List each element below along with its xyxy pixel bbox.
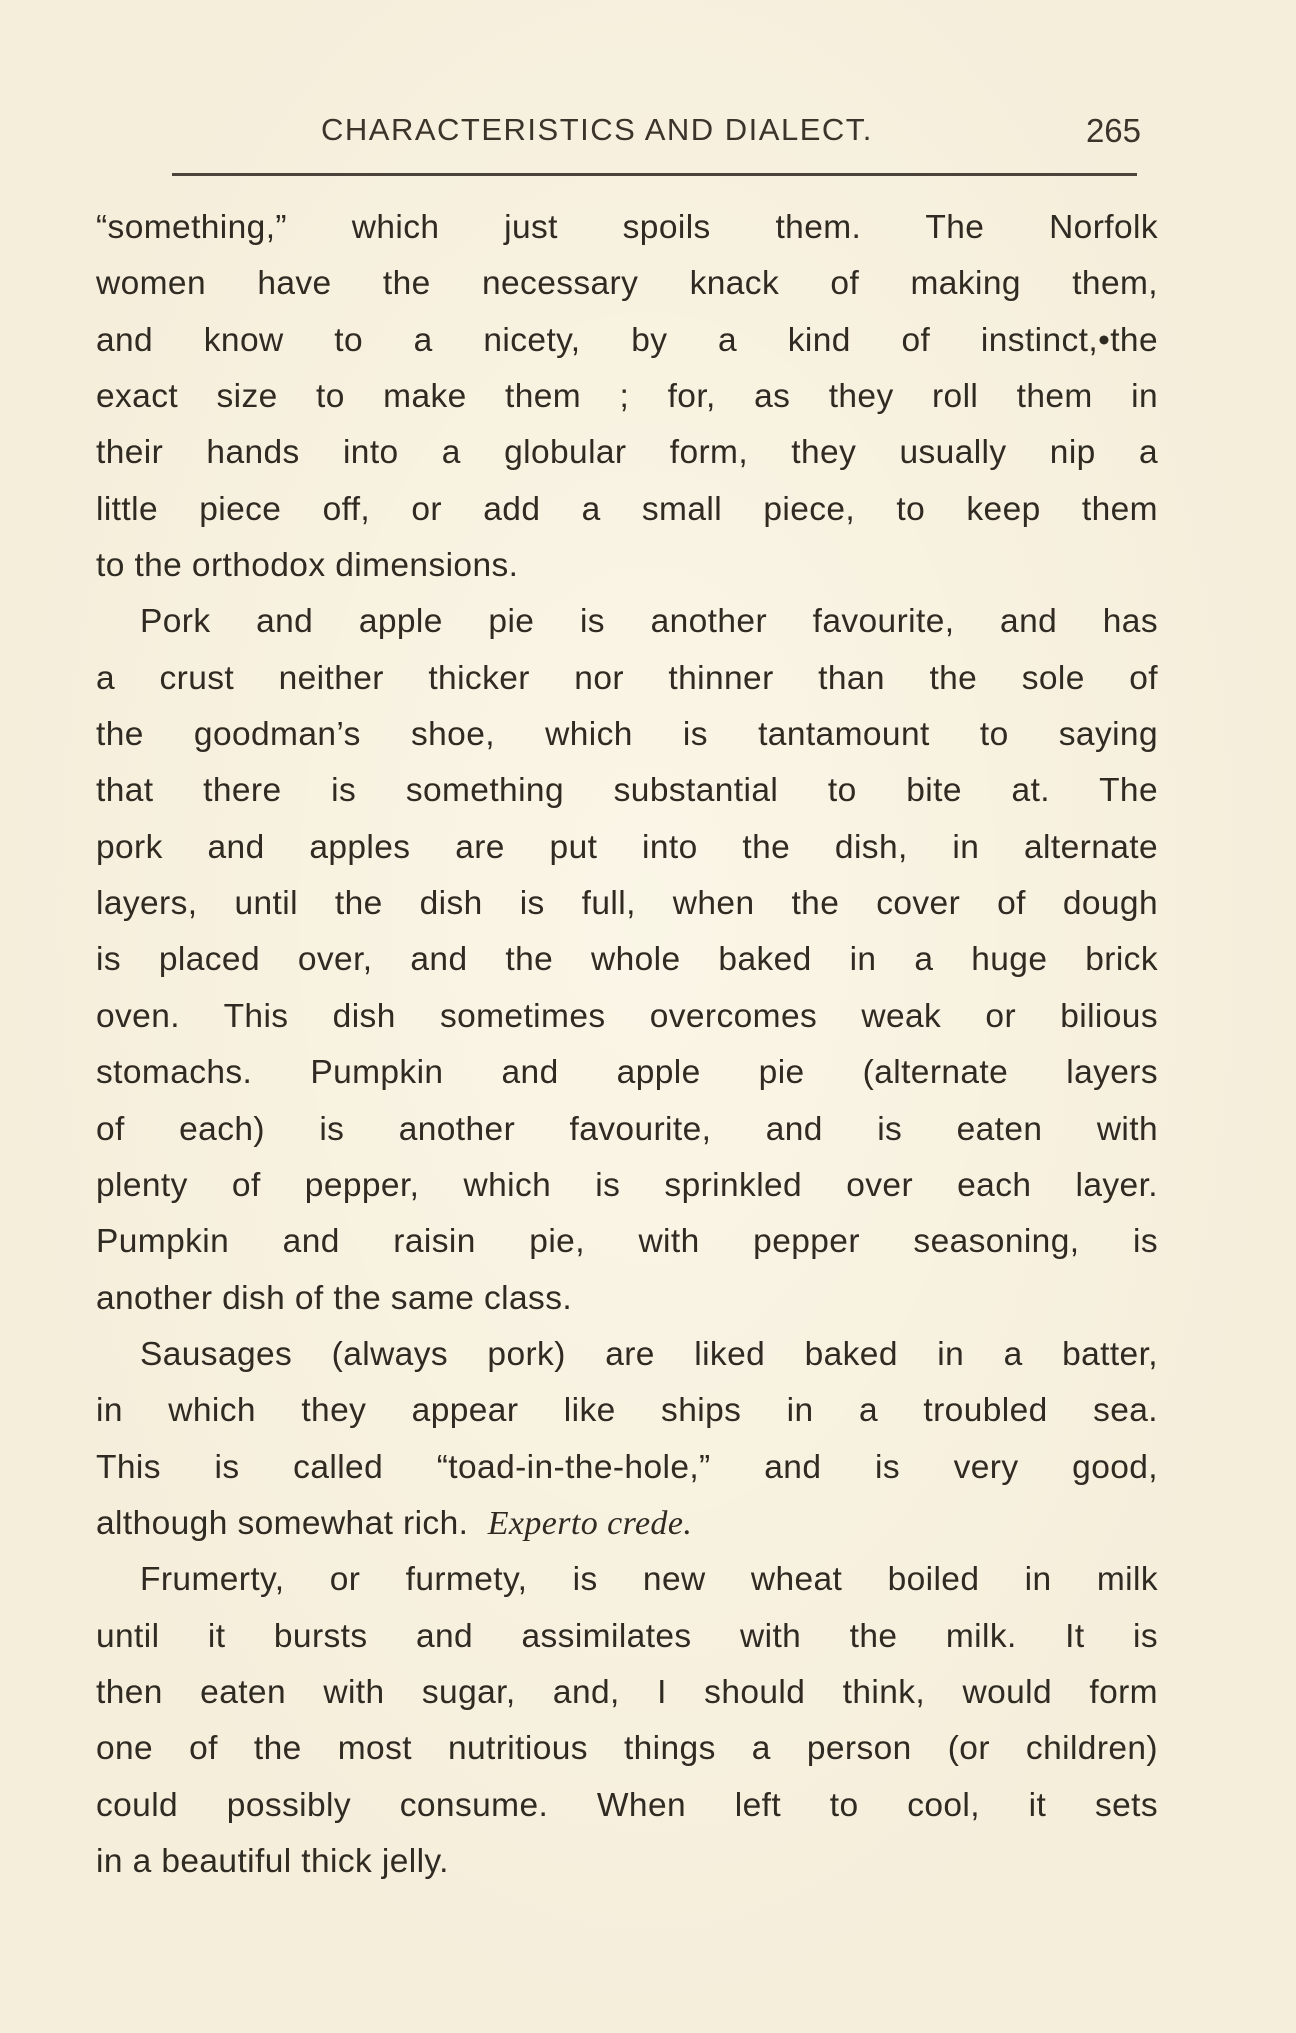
text-line: then eaten with sugar, and, I should think, would form [96, 1673, 1158, 1711]
italic-phrase: Experto crede. [487, 1504, 693, 1542]
paragraph-start-line: Pork and apple pie is another favourite, and has [140, 603, 1158, 641]
paragraph-end-line [96, 1496, 1158, 1552]
paragraph-end-line: another dish of the same class. [96, 1279, 573, 1317]
text-line: a crust neither thicker nor thinner than the sole of [96, 659, 1158, 697]
text-line: in which they appear like ships in a troubled sea. [96, 1392, 1158, 1430]
page-header [96, 112, 1141, 162]
text-line: pork and apples are put into the dish, in alternate [96, 828, 1158, 866]
paragraph-end-line: in a beautiful thick jelly. [96, 1842, 449, 1880]
text-line: of each) is another favourite, and is eaten with [96, 1110, 1158, 1148]
running-head: CHARACTERISTICS AND DIALECT. [321, 112, 873, 147]
text-line: Pumpkin and raisin pie, with pepper seasoning, is [96, 1223, 1158, 1261]
text-line: little piece off, or add a small piece, to keep them [96, 490, 1158, 528]
text-line: oven. This dish sometimes overcomes weak or bilious [96, 997, 1158, 1035]
text-line: women have the necessary knack of making them, [96, 265, 1158, 303]
paragraph-start-line: Sausages (always pork) are liked baked in a batter, [140, 1335, 1158, 1373]
text-line: the goodman’s shoe, which is tantamount to saying [96, 716, 1158, 754]
text-fragment: although somewhat rich. [96, 1504, 469, 1542]
body-text [96, 200, 1158, 1890]
header-rule [172, 173, 1137, 176]
text-line: layers, until the dish is full, when the cover of dough [96, 885, 1158, 923]
text-line: This is called “toad-in-the-hole,” and is very good, [96, 1448, 1158, 1486]
text-line: plenty of pepper, which is sprinkled over each layer. [96, 1166, 1158, 1204]
text-line: exact size to make them ; for, as they roll them in [96, 378, 1158, 416]
paragraph-end-line: to the orthodox dimensions. [96, 547, 519, 585]
text-line: could possibly consume. When left to cool, it sets [96, 1786, 1158, 1824]
text-line: “something,” which just spoils them. The Norfolk [96, 209, 1158, 246]
text-line: until it bursts and assimilates with the milk. It is [96, 1617, 1158, 1655]
text-line: stomachs. Pumpkin and apple pie (alternate layers [96, 1054, 1158, 1092]
paragraph-start-line: Frumerty, or furmety, is new wheat boiled in milk [140, 1561, 1158, 1599]
text-line: their hands into a globular form, they usually nip a [96, 434, 1158, 472]
text-line: and know to a nicety, by a kind of instinct,•the [96, 321, 1158, 359]
text-line: that there is something substantial to bite at. The [96, 772, 1158, 810]
page-number: 265 [1085, 112, 1141, 149]
text-line: is placed over, and the whole baked in a huge brick [96, 941, 1158, 979]
text-line: one of the most nutritious things a person (or children) [96, 1730, 1158, 1768]
